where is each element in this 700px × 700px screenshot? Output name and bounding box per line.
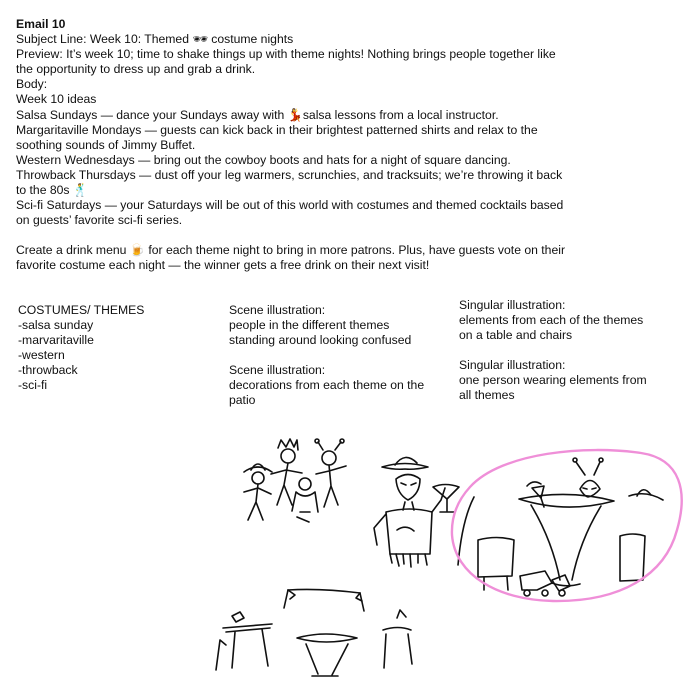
- preview-line-2: the opportunity to dress up and grab a drink.: [16, 62, 256, 77]
- singular-label: Singular illustration:: [459, 358, 566, 373]
- all-themes-person-sketch: [374, 457, 459, 567]
- patio-decorations-sketch: [216, 589, 412, 676]
- singular-line: one person wearing elements from: [459, 373, 647, 388]
- cta-line-1: Create a drink menu 🍺 for each theme night to bring in more patrons. Plus, have guests vote on their: [16, 243, 566, 258]
- costumes-heading: COSTUMES/ THEMES: [18, 303, 145, 317]
- singular-line: on a table and chairs: [459, 328, 573, 343]
- scene-line: people in the different themes: [229, 318, 390, 333]
- idea-margarita-line-2: soothing sounds of Jimmy Buffet.: [16, 137, 196, 152]
- costume-item: -salsa sunday: [18, 318, 94, 333]
- idea-scifi-line-1: Sci-fi Saturdays — your Saturdays will be out of this world with costumes and themed cocktails based: [16, 198, 564, 213]
- preview-line-1: Preview: It’s week 10; time to shake things up with theme nights! Nothing brings people together like: [16, 47, 556, 62]
- stick-figures-sketch: [244, 439, 346, 522]
- costume-item: -sci-fi: [18, 378, 48, 393]
- table-and-chairs-sketch: [458, 458, 663, 596]
- email-title: Email 10: [16, 17, 66, 31]
- scene-label: Scene illustration:: [229, 363, 326, 378]
- singular-line: elements from each of the themes: [459, 313, 644, 328]
- scene-line: decorations from each theme on the: [229, 378, 425, 393]
- costume-item: -throwback: [18, 363, 78, 378]
- idea-throwback-line-1: Throwback Thursdays — dust off your leg warmers, scrunchies, and tracksuits; we’re throwing it back: [16, 167, 563, 182]
- idea-western: Western Wednesdays — bring out the cowboy boots and hats for a night of square dancing.: [16, 152, 511, 167]
- idea-scifi-line-2: on guests’ favorite sci-fi series.: [16, 213, 183, 228]
- costume-item: -western: [18, 348, 65, 363]
- idea-margarita-line-1: Margaritaville Mondays — guests can kick back in their brightest patterned shirts and relax to the: [16, 122, 538, 137]
- ideas-heading: Week 10 ideas: [16, 92, 97, 107]
- idea-salsa: Salsa Sundays — dance your Sundays away with 💃salsa lessons from a local instructor.: [16, 107, 499, 122]
- body-label: Body:: [16, 77, 48, 92]
- idea-throwback-line-2: to the 80s 🕺: [16, 183, 89, 198]
- subject-line: Subject Line: Week 10: Themed 🕶 costume nights: [16, 32, 294, 47]
- costume-item: -marvaritaville: [18, 333, 94, 348]
- cta-line-2: favorite costume each night — the winner gets a free drink on their next visit!: [16, 258, 430, 273]
- scene-line: standing around looking confused: [229, 333, 412, 348]
- scene-label: Scene illustration:: [229, 303, 326, 317]
- singular-label: Singular illustration:: [459, 298, 566, 312]
- singular-line: all themes: [459, 388, 515, 403]
- scene-line: patio: [229, 393, 256, 408]
